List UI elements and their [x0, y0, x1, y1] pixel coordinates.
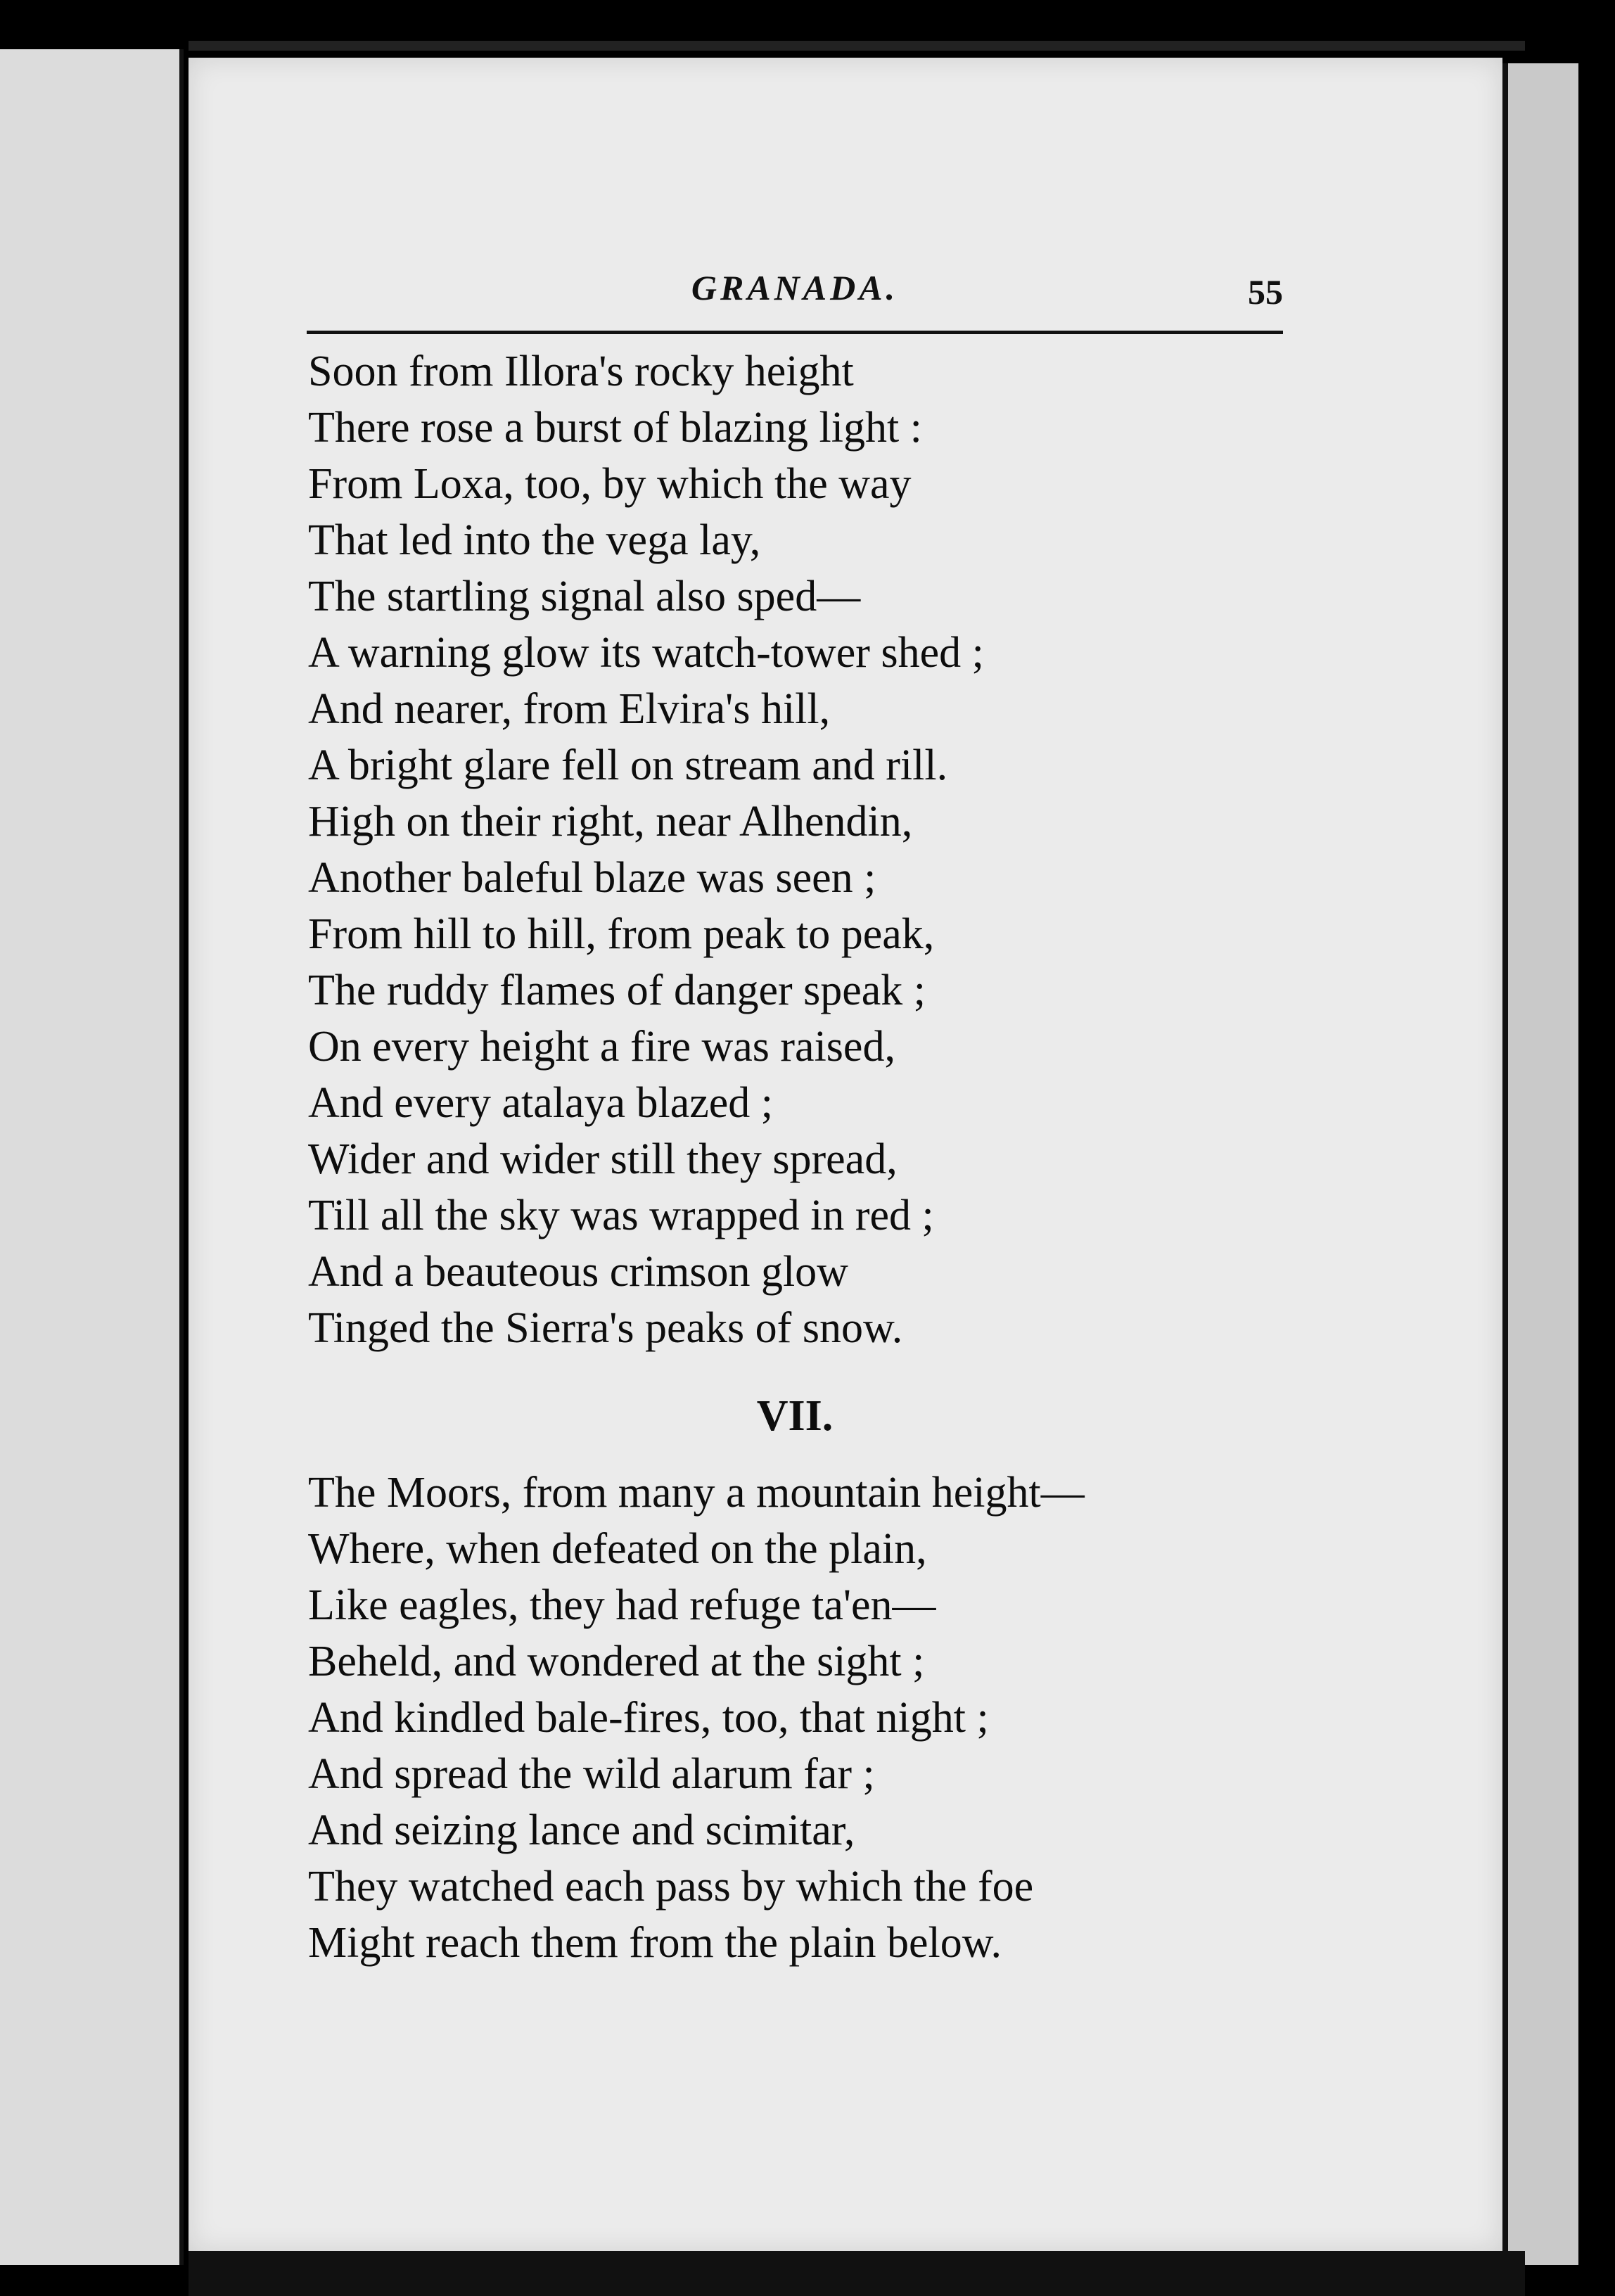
verse-line: Where, when defeated on the plain, [308, 1525, 927, 1573]
verse-line: Tinged the Sierra's peaks of snow. [308, 1304, 903, 1352]
header-rule [307, 331, 1283, 334]
verse-line: That led into the vega lay, [308, 516, 761, 564]
verse-line: Beheld, and wondered at the sight ; [308, 1638, 925, 1685]
verse-line: Another baleful blaze was seen ; [308, 854, 876, 902]
verse-line: Soon from Illora's rocky height [308, 347, 854, 395]
verse-line: And spread the wild alarum far ; [308, 1750, 875, 1798]
verse-line: And seizing lance and scimitar, [308, 1806, 855, 1854]
verse-line: A bright glare fell on stream and rill. [308, 741, 948, 789]
page-right-edge [1502, 63, 1578, 2265]
page-number: 55 [1248, 272, 1283, 312]
verse-line: And nearer, from Elvira's hill, [308, 685, 831, 733]
running-head: GRANADA. [691, 268, 899, 307]
verse-line: And kindled bale-fires, too, that night ; [308, 1694, 989, 1742]
verse-line: Wider and wider still they spread, [308, 1135, 898, 1183]
verse-line: The Moors, from many a mountain height— [308, 1469, 1085, 1517]
stanza-b [308, 1465, 1363, 1971]
verse-line: And a beauteous crimson glow [308, 1248, 848, 1296]
verse-line: High on their right, near Alhendin, [308, 798, 913, 846]
verse-line: The ruddy flames of danger speak ; [308, 967, 926, 1014]
stanza-a [308, 343, 1363, 1356]
stanza-number: VII. [756, 1392, 834, 1440]
facing-page [0, 49, 184, 2265]
verse-line: From Loxa, too, by which the way [308, 460, 912, 508]
verse-line: The startling signal also sped— [308, 573, 861, 620]
page-top-edge [189, 41, 1525, 51]
verse-line: A warning glow its watch-tower shed ; [308, 629, 984, 677]
verse-line: They watched each pass by which the foe [308, 1863, 1034, 1911]
verse-line: Might reach them from the plain below. [308, 1919, 1002, 1967]
verse-line: There rose a burst of blazing light : [308, 404, 922, 452]
verse-line: Like eagles, they had refuge ta'en— [308, 1581, 936, 1629]
verse-line: And every atalaya blazed ; [308, 1079, 773, 1127]
page-bottom-edge [189, 2251, 1525, 2296]
page-header [307, 267, 1283, 338]
verse-line: Till all the sky was wrapped in red ; [308, 1192, 934, 1239]
verse-line: From hill to hill, from peak to peak, [308, 910, 935, 958]
verse-line: On every height a fire was raised, [308, 1023, 895, 1071]
